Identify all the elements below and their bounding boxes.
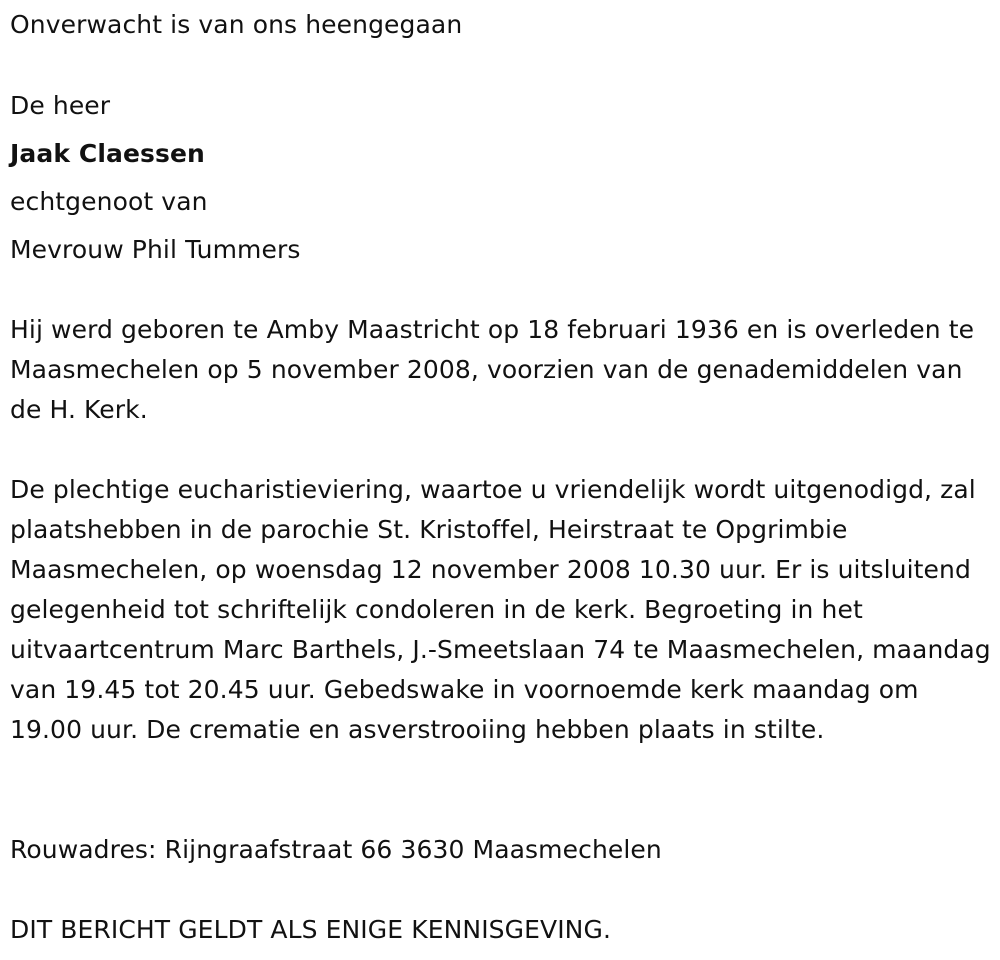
deceased-name: Jaak Claessen: [10, 139, 205, 168]
spouse-name: Mevrouw Phil Tummers: [10, 235, 301, 264]
closing-statement: DIT BERICHT GELDT ALS ENIGE KENNISGEVING.: [10, 915, 611, 944]
mourning-address: Rouwadres: Rijngraafstraat 66 3630 Maasmechelen: [10, 835, 662, 864]
intro-line: Onverwacht is van ons heengegaan: [10, 10, 463, 39]
relation-line: echtgenoot van: [10, 187, 208, 216]
death-notice: [10, 0, 995, 960]
salutation: De heer: [10, 91, 111, 120]
birth-death-paragraph: Hij werd geboren te Amby Maastricht op 18 februari 1936 en is overleden te Maasmechelen op 5 november 2008, voorzien van de genademiddelen van de H. Kerk.: [10, 315, 975, 424]
ceremony-paragraph: De plechtige eucharistieviering, waartoe u vriendelijk wordt uitgenodigd, zal plaatshebben in de parochie St. Kristoffel, Heirstraat te Opgrimbie Maasmechelen, op woensdag 12 november 2008 10.30 uur. Er is uitsluitend gelegenheid tot schriftelijk condoleren in de kerk. Begroeting in het uitvaartcentrum Marc Barthels, J.-Smeetslaan 74 te Maasmechelen, maandag van 19.45 tot 20.45 uur. Gebedswake in voornoemde kerk maandag om 19.00 uur. De crematie en asverstrooiing hebben plaats in stilte.: [10, 475, 991, 744]
